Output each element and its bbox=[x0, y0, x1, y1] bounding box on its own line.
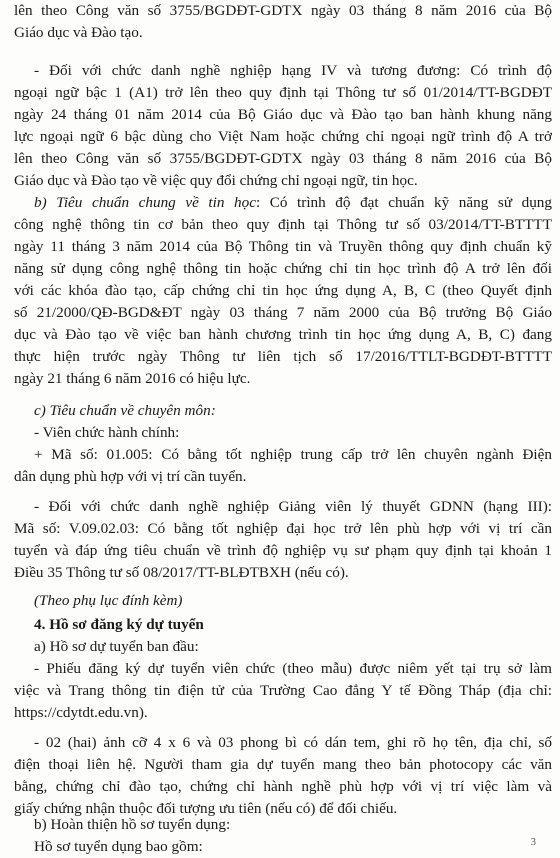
text-line: giấy chứng nhận thuộc đối tượng ưu tiên (nếu có) để đối chiếu. bbox=[14, 800, 398, 817]
text-line: Mã số: V.09.02.03: Có bằng tốt nghiệp đại học trở lên phù hợp với vị trí cần bbox=[14, 520, 552, 537]
text-line: số 21/2000/QĐ-BGD&ĐT ngày 03 tháng 7 năm 2000 của Bộ trưởng Bộ Giáo bbox=[14, 304, 552, 321]
page-mark: 3 bbox=[530, 836, 536, 848]
text-line: Hồ sơ tuyển dụng bao gồm: bbox=[34, 838, 203, 855]
text-line: ngày 24 tháng 01 năm 2014 của Bộ Giáo dục và Đào tạo ban hành khung năng bbox=[14, 106, 552, 123]
appendix-note: (Theo phụ lục đính kèm) bbox=[34, 592, 183, 609]
text-line: thực hiện trước ngày Thông tư liên tịch số 17/2016/TTLT-BGDĐT-BTTTT bbox=[14, 348, 552, 365]
text-line: tuyển và đáp ứng tiêu chuẩn về trình độ nghiệp vụ sư phạm quy định tại khoản 1 bbox=[14, 542, 552, 559]
text-line: với các khóa đào tạo, cấp chứng chỉ tin học ứng dụng A, B, C (theo Quyết định bbox=[14, 282, 552, 299]
text-line: dục và Đào tạo về việc ban hành chương trình tin học ứng dụng A, B, C) đang bbox=[14, 326, 552, 343]
text-line: - Đối với chức danh nghề nghiệp hạng IV và tương đương: Có trình độ bbox=[34, 62, 552, 79]
text-line: công nghệ thông tin cơ bản theo quy định tại Thông tư số 03/2014/TT-BTTTT bbox=[14, 216, 552, 233]
text-line: - Phiếu đăng ký dự tuyển viên chức (theo mẫu) được niêm yết tại trụ sở làm bbox=[34, 660, 552, 677]
website-url: https://cdytdt.edu.vn). bbox=[14, 704, 148, 721]
text-line: việc và Trang thông tin điện tử của Trường Cao đẳng Y tế Đồng Tháp (địa chỉ: bbox=[14, 682, 552, 699]
text-line: ngày 21 tháng 6 năm 2016 có hiệu lực. bbox=[14, 370, 251, 387]
subheading-a: a) Hồ sơ dự tuyển ban đầu: bbox=[34, 638, 199, 655]
section-b-rest: : Có trình độ đạt chuẩn kỹ năng sử dụng bbox=[255, 194, 552, 211]
section-b-heading-line bbox=[34, 192, 552, 214]
section-4-heading: 4. Hồ sơ đăng ký dự tuyển bbox=[34, 616, 204, 633]
text-line: - Viên chức hành chính: bbox=[34, 424, 180, 441]
text-line: ngoại ngữ bậc 1 (A1) trở lên theo quy định tại Thông tư số 01/2014/TT-BGDĐT bbox=[14, 84, 552, 101]
text-line: - Đối với chức danh nghề nghiệp Giảng viên lý thuyết GDNN (hạng III): bbox=[34, 498, 552, 515]
text-line: lên theo Công văn số 3755/BGDĐT-GDTX ngày 03 tháng 8 năm 2016 của Bộ bbox=[14, 2, 552, 19]
text-line: lực ngoại ngữ 6 bậc dùng cho Việt Nam hoặc chứng chỉ ngoại ngữ trình độ A trở bbox=[14, 128, 552, 145]
text-line: năng sử dụng công nghệ thông tin hoặc chứng chỉ tin học trình độ A trở lên đối bbox=[14, 260, 552, 277]
text-line: dân dụng phù hợp với vị trí cần tuyển. bbox=[14, 468, 247, 485]
text-line: Giáo dục và Đào tạo. bbox=[14, 24, 143, 41]
text-line: điện thoại liên hệ. Người tham gia dự tuyển mang theo bản photocopy các văn bbox=[14, 756, 552, 773]
text-line: bằng, chứng chỉ đào tạo, chứng chỉ hành nghề phù hợp với vị trí việc làm và bbox=[14, 778, 552, 795]
section-c-heading: c) Tiêu chuẩn về chuyên môn: bbox=[34, 402, 216, 419]
text-line: + Mã số: 01.005: Có bằng tốt nghiệp trung cấp trở lên chuyên ngành Điện bbox=[34, 446, 552, 463]
text-line: b) Hoàn thiện hồ sơ tuyển dụng: bbox=[34, 816, 231, 833]
text-line: - 02 (hai) ảnh cỡ 4 x 6 và 03 phong bì có dán tem, ghi rõ họ tên, địa chỉ, số bbox=[34, 734, 552, 751]
text-line: Điều 35 Thông tư số 08/2017/TT-BLĐTBXH (nếu có). bbox=[14, 564, 349, 581]
text-line: ngày 11 tháng 3 năm 2014 của Bộ Thông tin và Truyền thông quy định chuẩn kỹ bbox=[14, 238, 552, 255]
text-line: lên theo Công văn số 3755/BGDĐT-GDTX ngày 03 tháng 8 năm 2016 của Bộ bbox=[14, 150, 552, 167]
text-line: Giáo dục và Đào tạo về việc quy đổi chứng chỉ ngoại ngữ, tin học. bbox=[14, 172, 418, 189]
section-b-title: b) Tiêu chuẩn chung về tin học bbox=[34, 194, 256, 211]
